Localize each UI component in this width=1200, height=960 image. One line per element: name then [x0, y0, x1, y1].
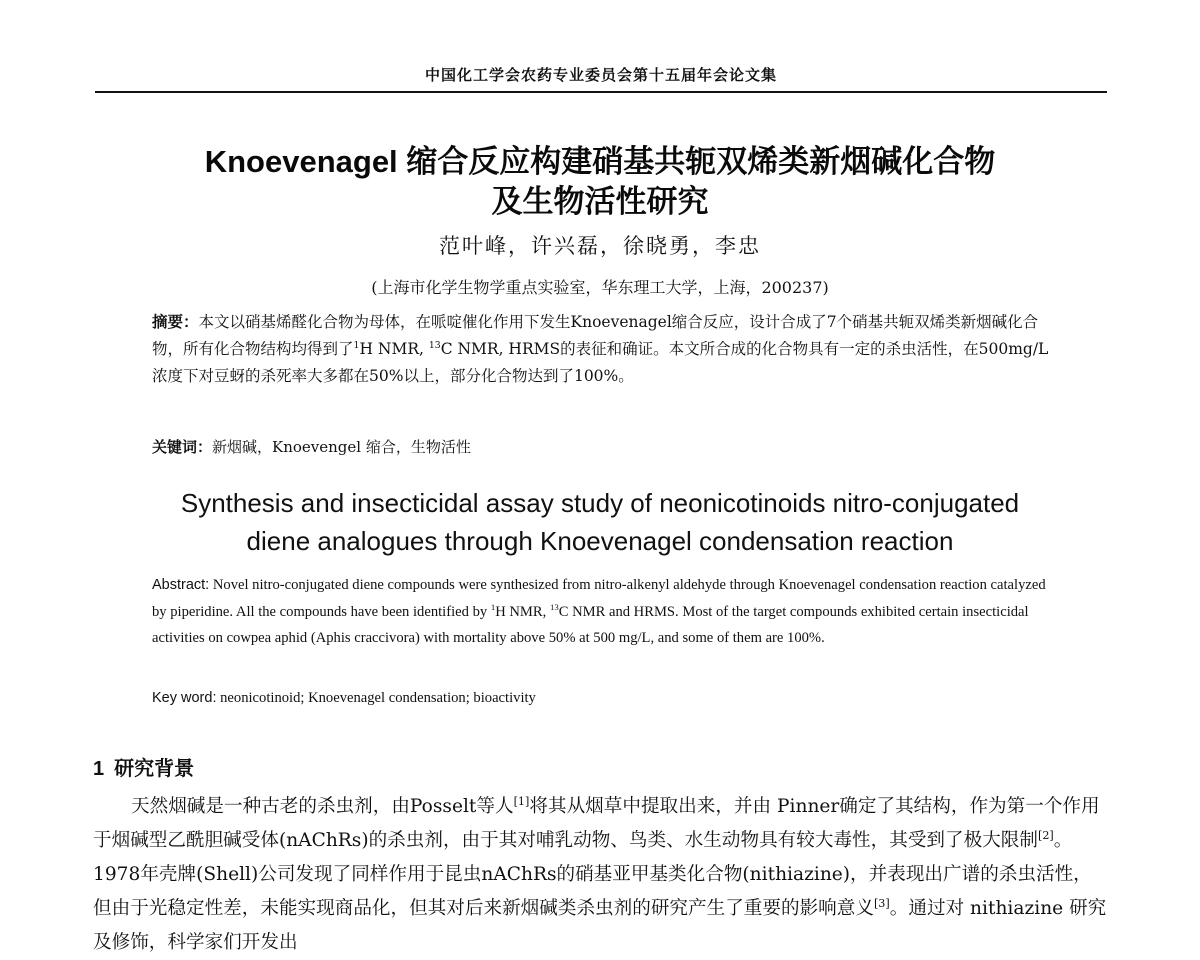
abstract-cn-sup-13: 13	[428, 339, 441, 351]
section-heading-1	[93, 752, 194, 781]
abstract-chinese	[152, 308, 1057, 390]
body-text-b: 将其从烟草中提取出来，并由 Pinner确定了其结构，作为第一个作用于烟碱型乙酰胆碱受体(nAChRs)的杀虫剂，由于其对哺乳动物、鸟类、水生动物具有较大毒性，其受到了极大限制	[93, 796, 1100, 851]
title-cn-line-1: Knoevenagel 缩合反应构建硝基共轭双烯类新烟碱化合物	[204, 144, 996, 179]
abstract-cn-text-a: 本文以硝基烯醛化合物为母体，在哌啶催化作用下发生Knoevenagel缩合反应，设计合成了7个硝基共轭双烯类新烟碱化合物，所有化合物结构均得到了	[152, 313, 1039, 358]
abstract-en-text-b: H NMR,	[495, 603, 550, 620]
author-list: 范叶峰，许兴磊，徐晓勇，李忠	[439, 234, 761, 258]
abstract-en-text-c: C NMR and HRMS. Most of the target compounds exhibited certain insecticidal activities on cowpea aphid (Aphis craccivora) with mortality above 50% at 500 mg/L, and some of them are 100%.	[152, 603, 1029, 646]
keywords-chinese	[152, 436, 1057, 457]
abstract-en-sup-13: 13	[549, 601, 559, 612]
citation-1: [1]	[513, 794, 530, 808]
abstract-cn-text-b: H NMR,	[359, 340, 429, 358]
abstract-english	[152, 572, 1057, 652]
citation-3: [3]	[873, 896, 890, 910]
paper-title-english	[80, 484, 1120, 560]
keywords-en-text: neonicotinoid; Knoevenagel condensation; bioactivity	[216, 690, 536, 706]
abstract-cn-text-c: C NMR, HRMS的表征和确证。本文所合成的化合物具有一定的杀虫活性，在500mg/L浓度下对豆蚜的杀死率大多都在50%以上，部分化合物达到了100%。	[152, 340, 1049, 385]
section-number: 1	[93, 758, 105, 780]
body-text-d: 。通过对 nithiazine 研究及修饰，科学家们开发出	[93, 898, 1107, 953]
body-paragraph	[93, 790, 1108, 960]
abstract-en-sup-1: 1	[490, 601, 496, 612]
keywords-cn-text: 新烟碱，Knoevengel 缩合，生物活性	[212, 438, 471, 456]
keywords-en-label: Key word:	[152, 690, 217, 706]
abstract-en-label: Abstract:	[152, 577, 210, 593]
affiliation: (上海市化学生物学重点实验室，华东理工大学，上海，200237)	[371, 278, 829, 297]
title-en-line-1: Synthesis and insecticidal assay study of neonicotinoids nitro-conjugated	[180, 488, 1020, 518]
running-header: 中国化工学会农药专业委员会第十五届年会论文集	[95, 64, 1107, 93]
keywords-cn-label: 关键词：	[152, 438, 213, 456]
keywords-english	[152, 690, 1057, 707]
abstract-cn-sup-1: 1	[353, 339, 360, 351]
abstract-en-text-a: Novel nitro-conjugated diene compounds were synthesized from nitro-alkenyl aldehyde through Knoevenagel condensation reaction catalyzed by piperidine. All the compounds have been identified by	[152, 577, 1046, 620]
body-text-a: 天然烟碱是一种古老的杀虫剂，由Posselt等人	[131, 796, 514, 817]
section-title: 研究背景	[114, 756, 195, 780]
paper-title-chinese	[60, 142, 1140, 222]
title-en-line-2: diene analogues through Knoevenagel condensation reaction	[246, 526, 954, 556]
body-text-c: 。1978年壳牌(Shell)公司发现了同样作用于昆虫nAChRs的硝基亚甲基类化合物(nithiazine)，并表现出广谱的杀虫活性，但由于光稳定性差，未能实现商品化，但其对后来新烟碱类杀虫剂的研究产生了重要的影响意义	[93, 830, 1092, 919]
abstract-cn-label: 摘要：	[152, 312, 199, 331]
citation-2: [2]	[1037, 828, 1054, 842]
title-cn-line-2: 及生物活性研究	[491, 184, 709, 219]
